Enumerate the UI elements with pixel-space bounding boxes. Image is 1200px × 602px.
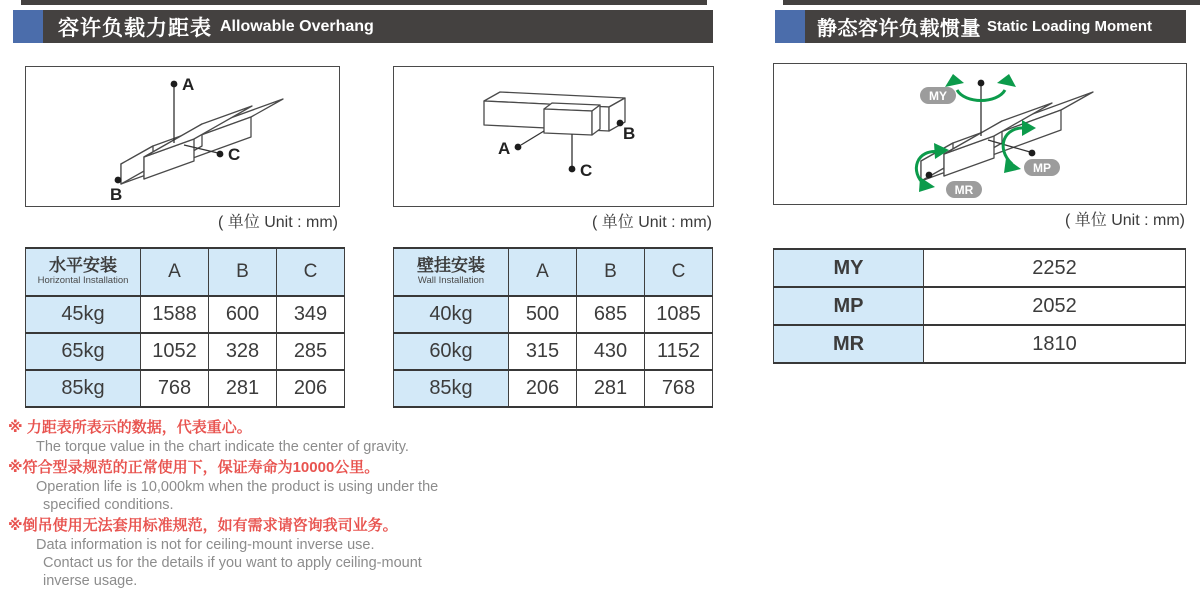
value-a: 206 — [509, 370, 577, 407]
load-cell: 65kg — [26, 333, 141, 370]
value-a: 1052 — [141, 333, 209, 370]
value-b: 281 — [577, 370, 645, 407]
footnotes — [8, 416, 498, 590]
label-a: A — [498, 139, 511, 158]
note-zh: ※倒吊使用无法套用标准规范，如有需求请咨询我司业务。 — [8, 517, 398, 534]
load-cell: 60kg — [394, 333, 509, 370]
note-en: inverse usage. — [43, 573, 138, 589]
dim-point-a — [515, 144, 522, 151]
unit-label: ( 单位 Unit : mm) — [592, 214, 712, 231]
label-b: B — [623, 124, 636, 143]
dim-point-a — [171, 81, 178, 88]
label-b: B — [110, 185, 123, 204]
dim-point-b — [115, 177, 122, 184]
right-header-topline — [783, 0, 1200, 5]
moment-point-my — [978, 80, 985, 87]
value-b: 430 — [577, 333, 645, 370]
note-en: specified conditions. — [43, 497, 174, 513]
value-a: 768 — [141, 370, 209, 407]
value-b: 328 — [209, 333, 277, 370]
value-b: 685 — [577, 296, 645, 333]
col-header-b: B — [209, 248, 277, 296]
label-c: C — [580, 161, 593, 180]
value-c: 349 — [277, 296, 345, 333]
col-header-a: A — [509, 248, 577, 296]
value-c: 206 — [277, 370, 345, 407]
value-c: 1152 — [645, 333, 713, 370]
table-title-en: Wall Installation — [417, 275, 485, 287]
value-b: 600 — [209, 296, 277, 333]
dim-point-c — [217, 151, 224, 158]
table-row — [774, 287, 1186, 325]
value-c: 285 — [277, 333, 345, 370]
moment-point-mp — [1029, 150, 1036, 157]
note-zh: ※符合型录规范的正常使用下，保证寿命为10000公里。 — [8, 459, 380, 476]
unit-label: ( 单位 Unit : mm) — [218, 214, 338, 231]
col-header-b: B — [577, 248, 645, 296]
table-title-zh: 水平安装 — [49, 256, 117, 276]
mp-badge-label: MP — [1033, 161, 1051, 175]
load-cell: 40kg — [394, 296, 509, 333]
right-title-en: Static Loading Moment — [987, 18, 1152, 35]
label-a: A — [182, 75, 195, 94]
table-row — [26, 370, 345, 407]
table-row — [394, 296, 713, 333]
table-title-cell — [394, 248, 509, 296]
load-cell: 85kg — [26, 370, 141, 407]
wall-installation-table — [393, 247, 713, 408]
rail-isometric-drawing — [26, 67, 339, 206]
label-c: C — [228, 145, 241, 164]
value-a: 1588 — [141, 296, 209, 333]
table-title-cell — [26, 248, 141, 296]
table-row — [26, 333, 345, 370]
wall-installation-diagram — [393, 66, 714, 207]
left-title-zh: 容许负载力距表 — [58, 16, 212, 40]
dim-point-c — [569, 166, 576, 173]
left-header-topline — [21, 0, 707, 5]
my-badge-label: MY — [929, 89, 947, 103]
static-moment-table — [773, 248, 1186, 364]
note-en: The torque value in the chart indicate the center of gravity. — [36, 439, 409, 455]
mr-badge-label: MR — [954, 183, 974, 197]
rail-moment-drawing — [774, 64, 1186, 204]
table-row — [394, 333, 713, 370]
load-cell: 85kg — [394, 370, 509, 407]
moment-label: MP — [774, 287, 924, 325]
col-header-c: C — [277, 248, 345, 296]
rail-side-drawing — [394, 67, 713, 206]
horizontal-installation-table — [25, 247, 345, 408]
table-title-zh: 壁挂安装 — [417, 256, 485, 276]
moment-label: MR — [774, 325, 924, 363]
blue-accent-square — [13, 10, 43, 43]
table-row — [774, 249, 1186, 287]
left-section-header — [13, 10, 713, 43]
table-row — [394, 370, 713, 407]
note-en: Data information is not for ceiling-mount inverse use. — [36, 537, 375, 553]
moment-value: 2252 — [924, 249, 1186, 287]
moment-value: 2052 — [924, 287, 1186, 325]
value-a: 500 — [509, 296, 577, 333]
col-header-a: A — [141, 248, 209, 296]
table-row — [774, 325, 1186, 363]
moment-label: MY — [774, 249, 924, 287]
note-zh: ※ 力距表所表示的数据，代表重心。 — [8, 419, 252, 436]
left-title-en: Allowable Overhang — [220, 17, 374, 35]
horizontal-installation-diagram — [25, 66, 340, 207]
col-header-c: C — [645, 248, 713, 296]
moment-diagram — [773, 63, 1187, 205]
table-title-en: Horizontal Installation — [37, 275, 129, 287]
value-a: 315 — [509, 333, 577, 370]
note-en: Operation life is 10,000km when the product is using under the — [36, 479, 439, 495]
value-c: 1085 — [645, 296, 713, 333]
load-cell: 45kg — [26, 296, 141, 333]
table-header-row — [394, 248, 713, 296]
value-c: 768 — [645, 370, 713, 407]
table-header-row — [26, 248, 345, 296]
moment-value: 1810 — [924, 325, 1186, 363]
unit-label: ( 单位 Unit : mm) — [1065, 212, 1185, 229]
blue-accent-square — [775, 10, 805, 43]
table-row — [26, 296, 345, 333]
note-en: Contact us for the details if you want to apply ceiling-mount — [43, 555, 422, 571]
right-title-zh: 静态容许负载惯量 — [817, 18, 981, 40]
value-b: 281 — [209, 370, 277, 407]
right-section-header — [775, 10, 1186, 43]
moment-point-mr — [926, 172, 933, 179]
